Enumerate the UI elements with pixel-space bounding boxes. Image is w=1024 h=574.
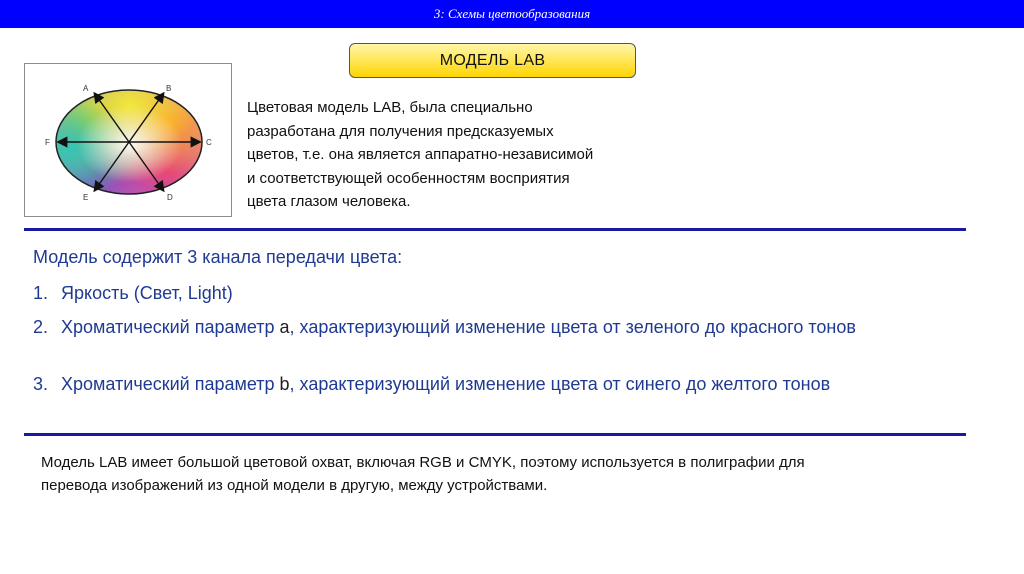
- channels-heading: Модель содержит 3 канала передачи цвета:: [33, 247, 403, 267]
- channel-param: a: [279, 317, 290, 337]
- divider-bottom: [24, 433, 966, 436]
- axis-label-d: D: [167, 193, 173, 202]
- channel-number: 1.: [33, 283, 49, 303]
- axis-label-f: F: [45, 138, 50, 147]
- intro-paragraph: [247, 96, 677, 214]
- channel-number: 3.: [33, 374, 49, 394]
- channel-param: b: [279, 374, 290, 394]
- channel-text-rest: , характеризующий изменение цвета от зеленого до красного тонов: [289, 317, 856, 337]
- channel-item-1: [33, 282, 963, 305]
- divider-top: [24, 228, 966, 231]
- lab-color-wheel-svg: [25, 64, 233, 218]
- footer-paragraph: [41, 451, 941, 497]
- footer-line: Модель LAB имеет большой цветовой охват, включая RGB и CMYK, поэтому используется в полиграфии для: [41, 454, 805, 471]
- axis-label-c: C: [206, 138, 212, 147]
- channel-number: 2.: [33, 317, 49, 337]
- channel-text: Хроматический параметр: [61, 374, 280, 394]
- header-title: 3: Схемы цветообразования: [433, 6, 591, 21]
- channel-text: Хроматический параметр: [61, 317, 280, 337]
- footer-line: перевода изображений из одной модели в другую, между устройствами.: [41, 477, 548, 494]
- channel-text-rest: , характеризующий изменение цвета от синего до желтого тонов: [289, 374, 831, 394]
- axis-label-e: E: [83, 193, 89, 202]
- channel-item-3: [33, 373, 963, 396]
- intro-line: Цветовая модель LAB, была специально: [247, 99, 533, 116]
- channel-text: Яркость (Свет, Light): [61, 283, 233, 303]
- slide-title: МОДЕЛЬ LAB: [439, 52, 546, 69]
- intro-line: цветов, т.е. она является аппаратно-независимой: [247, 146, 594, 163]
- slide-header: [0, 0, 1024, 28]
- intro-line: цвета глазом человека.: [247, 193, 411, 210]
- lab-color-wheel-diagram: [24, 63, 232, 217]
- intro-line: разработана для получения предсказуемых: [247, 122, 554, 140]
- axis-label-b: B: [166, 84, 172, 93]
- intro-line: и соответствующей особенностям восприятия: [247, 169, 570, 187]
- axis-label-a: A: [83, 84, 89, 93]
- channel-item-2: [33, 316, 963, 339]
- slide-title-box: [349, 43, 636, 78]
